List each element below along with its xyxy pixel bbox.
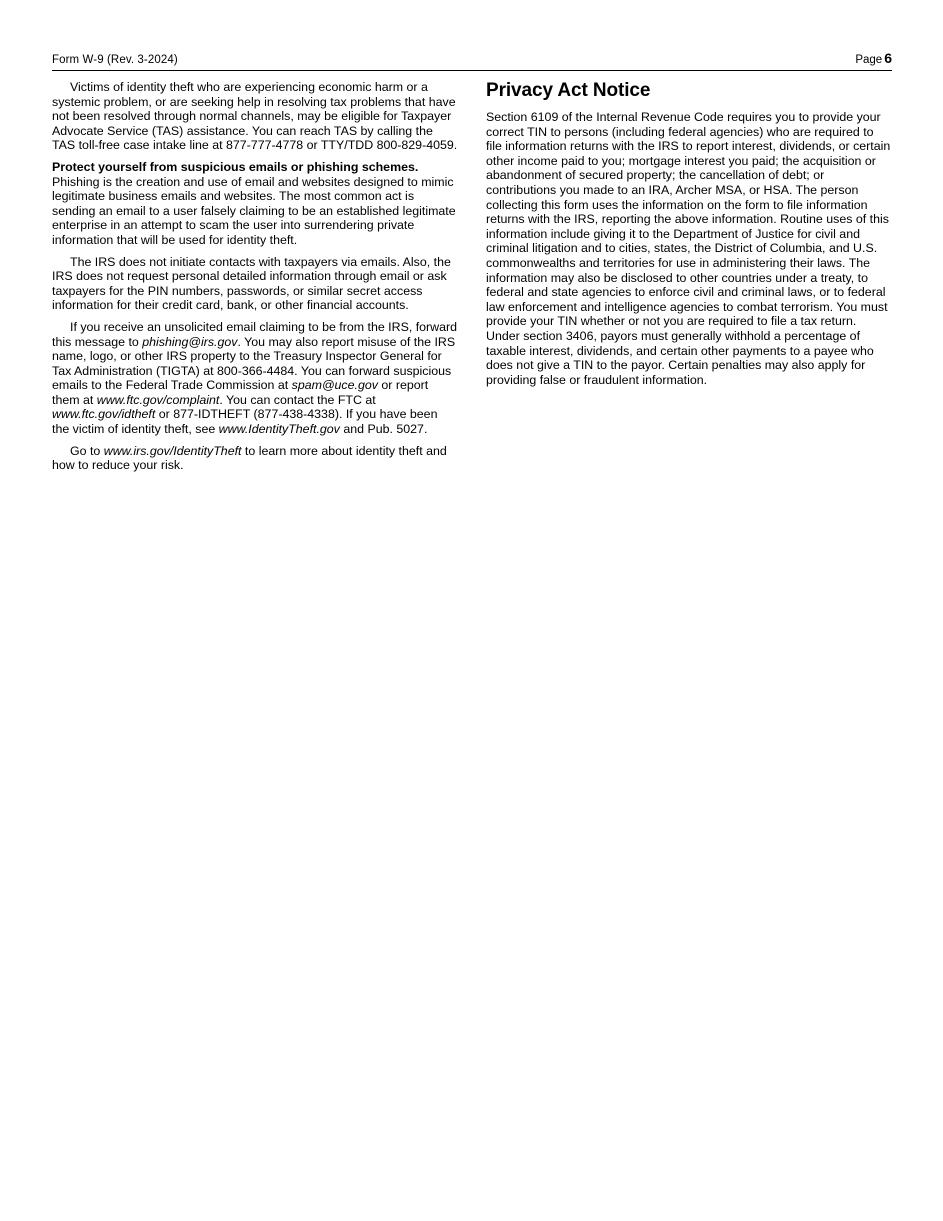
form-identifier: Form W-9 (Rev. 3-2024) (52, 54, 178, 66)
text-run: or report them at (52, 378, 429, 407)
tas-paragraph (52, 80, 458, 153)
text-run: www.ftc.gov/idtheft (52, 407, 156, 422)
left-column (52, 80, 458, 473)
text-run: www.irs.gov/IdentityTheft (103, 443, 242, 458)
text-run: . You may also report misuse of the IRS name, logo, or other IRS property to the Treasury Inspector General for Tax Administration (TIGTA) at 800-366-4484. You can forward suspicious emails to the Federal Trade Commission at (52, 334, 456, 393)
privacy-act-notice-title: Privacy Act Notice (486, 80, 651, 101)
page-header (52, 50, 892, 71)
text-run: Section 6109 of the Internal Revenue Code requires you to provide your correct TIN to persons (including federal agencies) who are required to file information returns with the IRS to report interest, dividends, or certain other income paid to you; mortgage interest you paid; the acquisition or abandonment of secured property; the cancellation of debt; or contributions you made to an IRA, Archer MSA, or HSA. The person collecting this form uses the information on the form to file information returns with the IRS, reporting the above information. Routine uses of this information include giving it to the Department of Justice for civil and criminal litigation and to cities, states, the District of Columbia, and U.S. commonwealths and territories for use in administering their laws. The information may also be disclosed to other countries under a treaty, to federal and state agencies to enforce civil and criminal laws, or to federal law enforcement and intelligence agencies to combat terrorism. You must provide your TIN whether or not you are required to file a tax return. Under section 3406, payors must generally withhold a percentage of taxable interest, dividends, and certain other payments to a payee who does not give a TIN to the payor. Certain penalties may also apply for providing false or fraudulent information. (486, 110, 891, 387)
text-run: Phishing is the creation and use of email and websites designed to mimic legitimate business emails and websites. The most common act is sending an email to a user falsely claiming to be an established legitimate enterprise in an attempt to scam the user into surrendering private information that will be used for identity theft. (52, 174, 456, 247)
irs-contact-paragraph (52, 255, 458, 313)
privacy-act-notice-body (486, 110, 892, 387)
text-run: . You can contact the FTC at (219, 392, 376, 407)
right-column (486, 80, 892, 473)
phishing-paragraph (52, 160, 458, 248)
text-run: www.IdentityTheft.gov (218, 422, 340, 437)
text-run: to learn more about identity theft and how to reduce your risk. (52, 443, 447, 473)
text-run: The IRS does not initiate contacts with taxpayers via emails. Also, the IRS does not request personal detailed information through email or ask taxpayers for the PIN numbers, passwords, or similar secret access information for their credit card, bank, or other financial accounts. (52, 254, 451, 313)
text-run: spam@uce.gov (291, 378, 378, 393)
text-run: and Pub. 5027. (339, 422, 428, 437)
unsolicited-email-paragraph (52, 320, 458, 437)
page-number: 6 (884, 50, 892, 66)
text-run: Protect yourself from suspicious emails or phishing schemes. (52, 159, 419, 174)
text-run: or 877-IDTHEFT (877-438-4338). If you have been the victim of identity theft, see (52, 407, 438, 437)
page-indicator (855, 50, 892, 66)
two-column-body (52, 80, 892, 473)
text-run: phishing@irs.gov (142, 334, 238, 349)
text-run: www.ftc.gov/complaint (96, 392, 220, 407)
privacy-body (486, 110, 892, 387)
text-run: If you receive an unsolicited email claiming to be from the IRS, forward this message to (52, 319, 458, 349)
goto-paragraph (52, 444, 458, 473)
text-run: Victims of identity theft who are experiencing economic harm or a systemic problem, or are seeking help in resolving tax problems that have not been resolved through normal channels, may be eligible for Taxpayer Advocate Service (TAS) assistance. You can reach TAS by calling the TAS toll-free case intake line at 877-777-4778 or TTY/TDD 800-829-4059. (52, 80, 458, 153)
page-label: Page (855, 54, 883, 66)
text-run: Go to (70, 443, 104, 458)
